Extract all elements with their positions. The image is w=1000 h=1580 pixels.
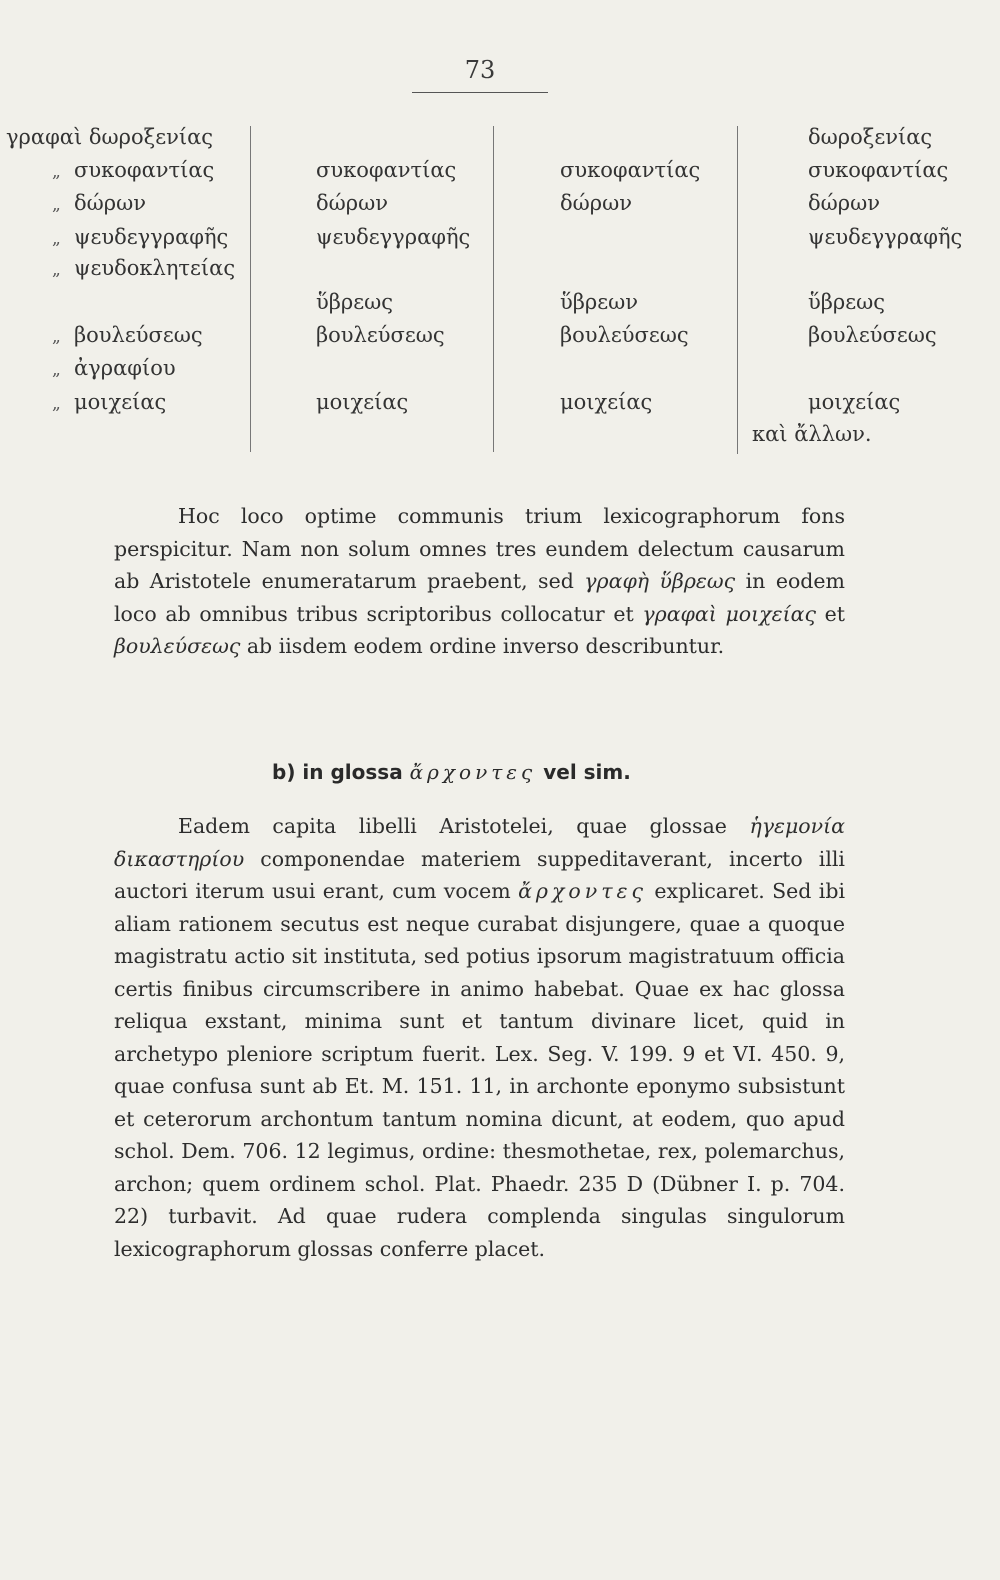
ditto-mark: „	[52, 260, 61, 280]
col2-row-2: δώρων	[316, 191, 389, 215]
ditto-mark: „	[52, 360, 61, 380]
col1-row-5-text: ψευδοκλητείας	[74, 256, 236, 280]
greek-term: γραφὴ ὕβρεως	[584, 569, 736, 593]
column-divider	[737, 126, 738, 454]
ditto-mark: „	[52, 394, 61, 414]
col1-row-6	[52, 325, 203, 346]
para1-text: in eodem loco ab omnibus tribus scriptoribus collocatur et	[114, 569, 845, 626]
ditto-mark: „	[52, 162, 61, 182]
col2-row-4: ὕβρεως	[316, 290, 394, 314]
col3-row-4: βουλεύσεως	[560, 323, 689, 347]
col4-row-7: μοιχείας	[808, 390, 901, 414]
col1-row-1	[6, 127, 213, 148]
col1-row-5	[52, 258, 235, 279]
section-heading	[272, 760, 732, 784]
col3-row-2: δώρων	[560, 191, 633, 215]
column-divider	[493, 126, 494, 452]
paragraph-2	[114, 810, 845, 1265]
greek-term: βουλεύσεως	[114, 634, 241, 658]
para2-text: Eadem capita libelli Aristotelei, quae glossae	[178, 814, 750, 838]
col1-row-4-text: ψευδεγγραφῆς	[74, 225, 229, 249]
column-divider	[250, 126, 251, 452]
col1-row-7	[52, 358, 176, 379]
ditto-mark: „	[52, 229, 61, 249]
col2-row-6: μοιχείας	[316, 390, 409, 414]
col4-row-1: δωροξενίας	[808, 125, 933, 149]
page-number: 73	[464, 56, 496, 84]
ditto-mark: „	[52, 195, 61, 215]
col4-row-4: ψευδεγγραφῆς	[808, 225, 963, 249]
col1-row-8-text: μοιχείας	[74, 390, 167, 414]
col3-row-5: μοιχείας	[560, 390, 653, 414]
col1-row-8	[52, 392, 166, 413]
col4-row-5: ὕβρεως	[808, 290, 886, 314]
greek-term: ἡγεμονία δικαστηρίου	[114, 814, 845, 871]
col4-row-2: συκοφαντίας	[808, 158, 949, 182]
para1-text: Hoc loco optime communis trium lexicographorum fons perspicitur. Nam non solum omnes tres eundem delectum causarum ab Aristotele enumeratarum praebent, sed	[114, 504, 845, 593]
heading-prefix: b) in glossa	[272, 760, 410, 784]
col1-row-4	[52, 227, 228, 248]
heading-greek: ἄρχοντες	[409, 760, 537, 784]
page-number-rule	[412, 92, 548, 93]
col4-row-3: δώρων	[808, 191, 881, 215]
col3-row-3: ὕβρεων	[560, 290, 639, 314]
greek-term: γραφαὶ μοιχείας	[642, 601, 816, 626]
para2-text: componendae materiem suppeditaverant, incerto illi auctori iterum usui erant, cum vocem	[114, 846, 845, 903]
col1-row-6-text: βουλεύσεως	[74, 323, 203, 347]
col1-row-2-text: συκοφαντίας	[74, 158, 215, 182]
col1-row-1-text: γραφαὶ δωροξενίας	[6, 125, 214, 149]
para2-text: explicaret. Sed ibi aliam rationem secutus est neque curabat disjungere, quae a quoque magistratu actio sit instituta, sed potius ipsorum magistratuum officia certis finibus circumscribere in animo habebat. Quae ex hac glossa reliqua exstant, minima sunt et tantum divinare licet, quid in archetypo pleniore scriptum fuerit. Lex. Seg. V. 199. 9 et VI. 450. 9, quae confusa sunt ab Et. M. 151. 11, in archonte eponymo subsistunt et ceterorum archontum tantum nomina dicunt, at eodem, quo apud schol. Dem. 706. 12 legimus, ordine: thesmothetae, rex, polemarchus, archon; quem ordinem schol. Plat. Phaedr. 235 D (Dübner I. p. 704. 22) turbavit. Ad quae rudera complenda singulas singulorum lexicographorum glossas conferre placet.	[114, 879, 845, 1261]
col1-row-2	[52, 160, 214, 181]
greek-term: ἄρχοντες	[518, 879, 648, 903]
col1-row-3-text: δώρων	[74, 191, 147, 215]
col2-row-5: βουλεύσεως	[316, 323, 445, 347]
paragraph-1	[114, 500, 845, 663]
col2-row-1: συκοφαντίας	[316, 158, 457, 182]
col1-row-7-text: ἀγραφίου	[74, 356, 176, 380]
ditto-mark: „	[52, 327, 61, 347]
col1-row-3	[52, 193, 146, 214]
para1-text: et	[815, 601, 845, 626]
col3-row-1: συκοφαντίας	[560, 158, 701, 182]
col2-row-3: ψευδεγγραφῆς	[316, 225, 471, 249]
heading-suffix: vel sim.	[536, 760, 631, 784]
col4-row-8: καὶ ἄλλων.	[752, 422, 872, 446]
para1-text: ab iisdem eodem ordine inverso describuntur.	[240, 634, 725, 658]
col4-row-6: βουλεύσεως	[808, 323, 937, 347]
